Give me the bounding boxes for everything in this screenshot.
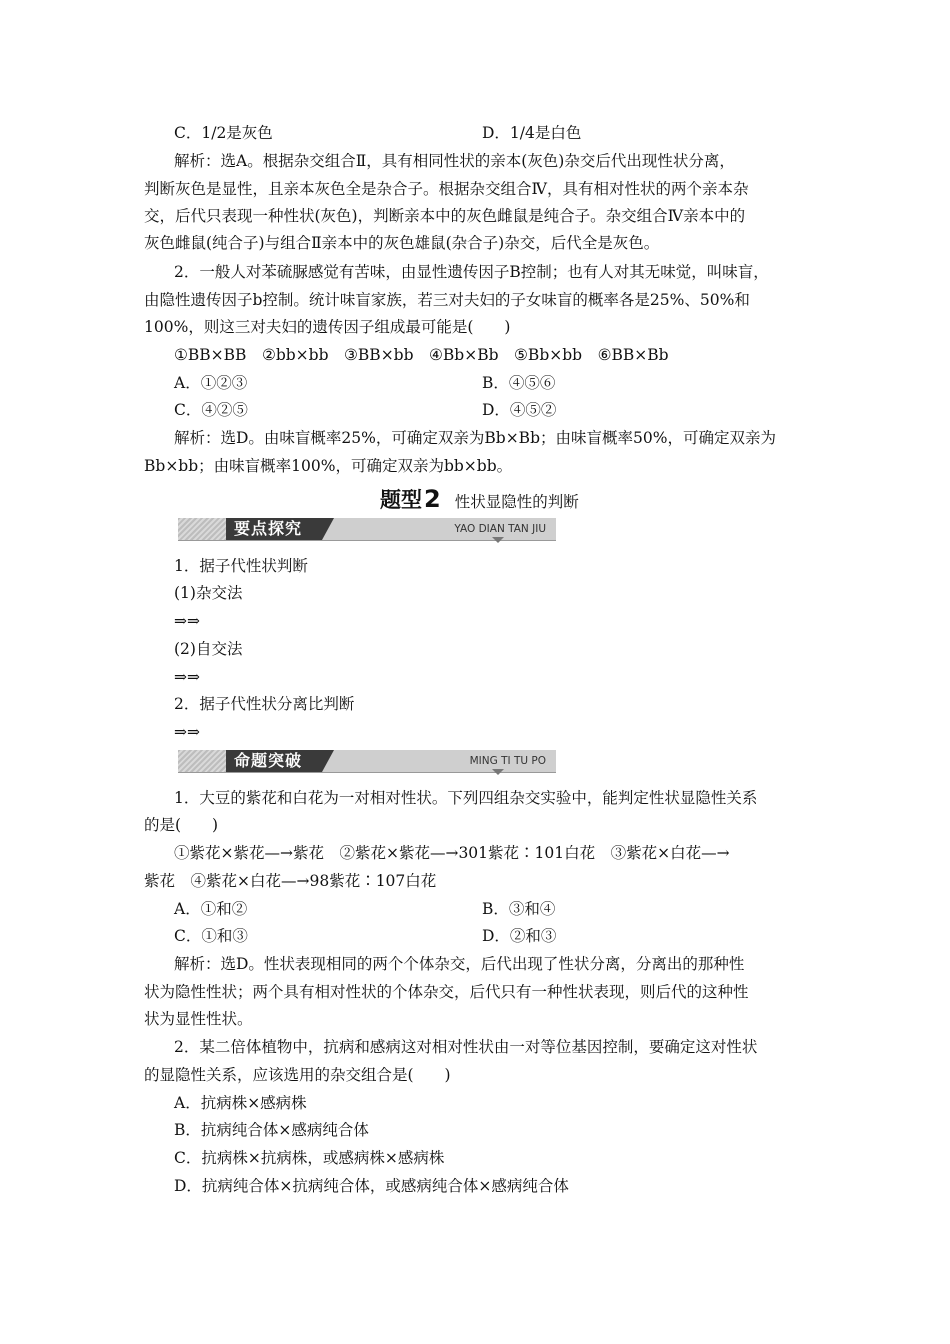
point-1a: (1)杂交法	[174, 584, 243, 602]
option-c: C．1/2是灰色	[174, 124, 273, 142]
arrows-2: ⇒⇒	[174, 668, 200, 686]
option-d: D．1/4是白色	[482, 124, 582, 142]
question-2-analysis-line-1: 解析：选D。由味盲概率25%，可确定双亲为Bb×Bb；由味盲概率50%，可确定双亲为	[174, 429, 776, 447]
section-title-number: 2	[424, 485, 441, 513]
mq1-line-1: 1．大豆的紫花和白花为一对相对性状。下列四组杂交实验中，能判定性状显隐性关系	[174, 789, 758, 807]
mq1-analysis-line-2: 状为隐性性状；两个具有相对性状的个体杂交，后代只有一种性状表现，则后代的这种性	[144, 983, 749, 1001]
point-1b: (2)自交法	[174, 640, 243, 658]
question-2-line-2: 由隐性遗传因子b控制。统计味盲家族，若三对夫妇的子女味盲的概率各是25%、50%和	[144, 291, 750, 309]
mq2-option-b: B．抗病纯合体×感病纯合体	[174, 1121, 369, 1139]
chevron-down-icon	[492, 769, 504, 775]
question-2-option-a: A．①②③	[174, 374, 248, 392]
analysis-1-line-3: 交，后代只表现一种性状(灰色)，判断亲本中的灰色雌鼠是纯合子。杂交组合Ⅳ亲本中的	[144, 207, 746, 225]
arrows-3: ⇒⇒	[174, 723, 200, 741]
section-subtitle: 性状显隐性的判断	[454, 493, 579, 511]
mq1-analysis-line-1: 解析：选D。性状表现相同的两个个体杂交，后代出现了性状分离，分离出的那种性	[174, 955, 745, 973]
point-1: 1．据子代性状判断	[174, 557, 308, 575]
section-title	[380, 484, 579, 514]
mq2-line-1: 2．某二倍体植物中，抗病和感病这对相对性状由一对等位基因控制，要确定这对性状	[174, 1038, 758, 1056]
mq1-option-a: A．①和②	[174, 900, 248, 918]
banner-pinyin: YAO DIAN TAN JIU	[454, 523, 546, 535]
mq1-option-c: C．①和③	[174, 927, 248, 945]
banner-stripe	[178, 750, 226, 772]
mq2-line-2: 的显隐性关系，应该选用的杂交组合是( )	[144, 1066, 451, 1084]
question-2-option-d: D．④⑤②	[482, 401, 557, 419]
point-2: 2．据子代性状分离比判断	[174, 695, 355, 713]
banner-stripe	[178, 518, 226, 540]
section-title-prefix: 题型	[380, 488, 422, 512]
mq1-option-b: B．③和④	[482, 900, 556, 918]
question-2-line-3: 100%，则这三对夫妇的遗传因子组成最可能是( )	[144, 318, 511, 336]
mq1-option-d: D．②和③	[482, 927, 557, 945]
analysis-1-line-2: 判断灰色是显性，且亲本灰色全是杂合子。根据杂交组合Ⅳ，具有相对性状的两个亲本杂	[144, 180, 749, 198]
question-2-option-c: C．④②⑤	[174, 401, 248, 419]
banner-pinyin: MING TI TU PO	[469, 755, 546, 767]
mq1-line-3: ①紫花×紫花—→紫花 ②紫花×紫花—→301紫花∶101白花 ③紫花×白花—→	[174, 844, 730, 862]
arrows-1: ⇒⇒	[174, 612, 200, 630]
mq1-line-2: 的是( )	[144, 816, 219, 834]
banner-title: 命题突破	[234, 751, 303, 770]
banner-key-points	[178, 518, 556, 544]
question-2-line-1: 2．一般人对苯硫脲感觉有苦味，由显性遗传因子B控制；也有人对其无味觉，叫味盲，	[174, 263, 769, 281]
chevron-down-icon	[492, 537, 504, 543]
mq1-line-4: 紫花 ④紫花×白花—→98紫花∶107白花	[144, 872, 437, 890]
mq2-option-a: A．抗病株×感病株	[174, 1094, 307, 1112]
banner-title: 要点探究	[234, 519, 303, 538]
question-2-option-b: B．④⑤⑥	[482, 374, 556, 392]
question-2-analysis-line-2: Bb×bb；由味盲概率100%，可确定双亲为bb×bb。	[144, 457, 513, 475]
analysis-1-line-4: 灰色雌鼠(纯合子)与组合Ⅱ亲本中的灰色雄鼠(杂合子)杂交，后代全是灰色。	[144, 234, 660, 252]
mq2-option-d: D．抗病纯合体×抗病纯合体，或感病纯合体×感病纯合体	[174, 1177, 569, 1195]
question-2-choices: ①BB×BB ②bb×bb ③BB×bb ④Bb×Bb ⑤Bb×bb ⑥BB×Bb	[174, 346, 669, 364]
banner-problem-breakthrough	[178, 750, 556, 776]
mq1-analysis-line-3: 状为显性性状。	[144, 1010, 253, 1028]
mq2-option-c: C．抗病株×抗病株，或感病株×感病株	[174, 1149, 445, 1167]
analysis-1-line-1: 解析：选A。根据杂交组合Ⅱ，具有相同性状的亲本(灰色)杂交后代出现性状分离，	[174, 152, 735, 170]
